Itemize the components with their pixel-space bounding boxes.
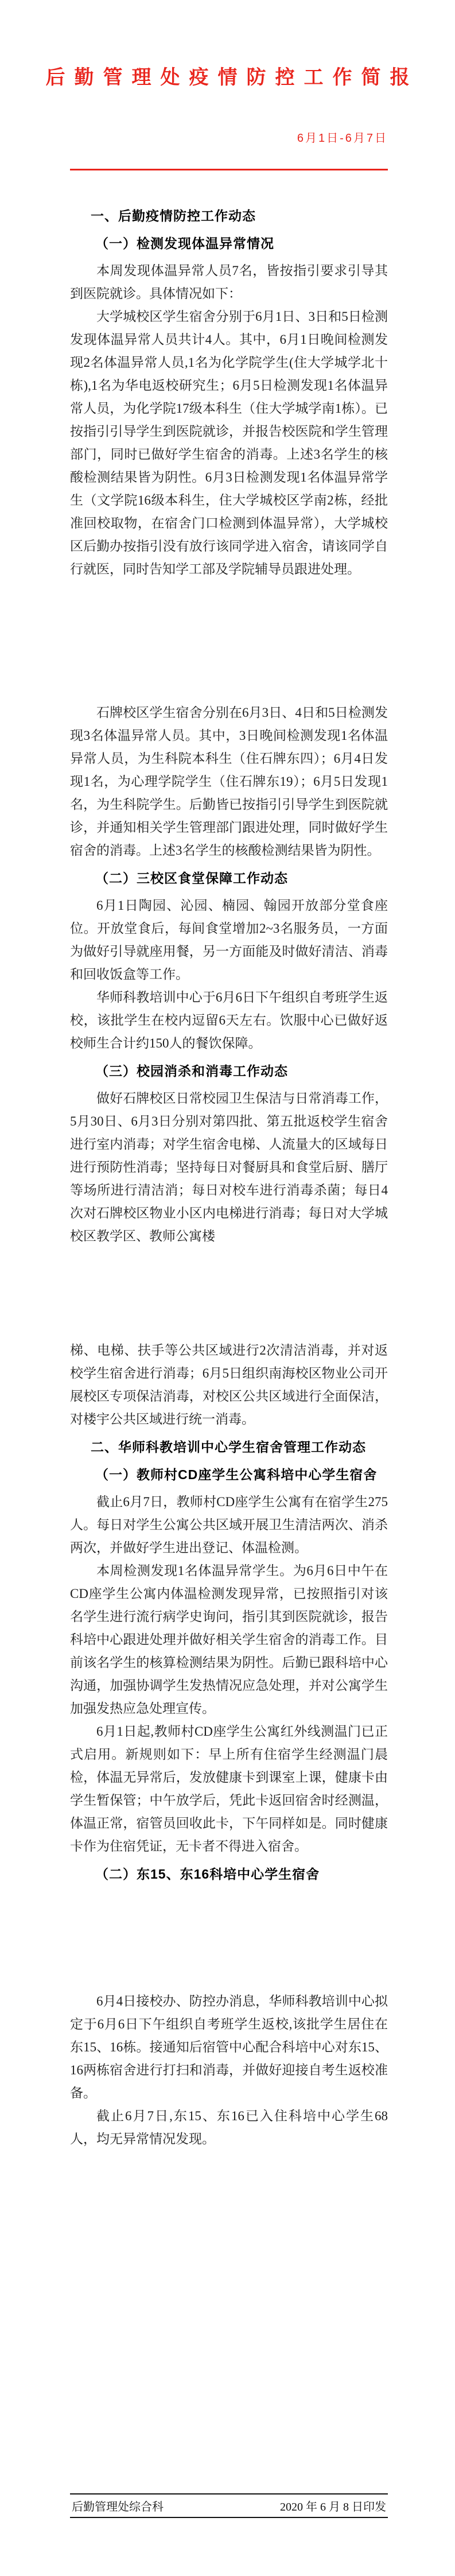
paragraph: 做好石牌校区日常校园卫生保洁与日常消毒工作，5月30日、6月3日分别对第四批、第五批返校学生宿舍进行室内消毒；对学生宿舍电梯、人流量大的区域每日进行预防性消毒；坚持每日对餐厨具和食堂后厨、膳厅等场所进行清洁消；每日对校车进行消毒杀菌；每日4次对石牌校区物业小区内电梯进行消毒；每日对大学城校区教学区、教师公寓楼: [70, 1091, 388, 1243]
paragraph: 本周检测发现1名体温异常学生。为6月6日中午在CD座学生公寓内体温检测发现异常，已按照指引对该名学生进行流行病学史询问，指引其到医院就诊，报告科培中心跟进处理并做好相关学生宿舍的消毒工作。目前该名学生的核算检测结果为阴性。后勤已跟科培中心沟通，加强协调学生发热情况应急处理，并对公寓学生加强发热应急处理宣传。: [70, 1564, 388, 1716]
section-heading: 二、华师科教培训中心学生宿舍管理工作动态: [91, 1440, 366, 1454]
subsection-heading: （二）三校区食堂保障工作动态: [95, 871, 288, 886]
paragraph: 6月4日接校办、防控办消息，华师科教培训中心拟定于6月6日下午组织自考班学生返校,该批学生居住在东15、16栋。接通知后宿管中心配合科培中心对东15、16两栋宿舍进行打扫和消毒，并做好迎接自考生返校准备。: [70, 1994, 388, 2100]
subsection-heading: （三）校园消杀和消毒工作动态: [95, 1064, 288, 1078]
footer: [70, 2493, 388, 2518]
section-heading: 一、后勤疫情防控工作动态: [91, 208, 256, 223]
page-4: [70, 1990, 388, 2151]
subsection-heading: （一）教师村CD座学生公寓科培中心学生宿舍: [95, 1467, 378, 1482]
paragraph: 6月1日起,教师村CD座学生公寓红外线测温门已正式启用。新规则如下：早上所有住宿学生经测温门晨检，体温无异常后，发放健康卡到课室上课，健康卡由学生暂保管；中午放学后，凭此卡返回宿舍时经测温，体温正常，宿管员回收此卡，下午同样如是。同时健康卡作为住宿凭证，无卡者不得进入宿舍。: [70, 1724, 388, 1853]
document-title: 后勤管理处疫情防控工作简报: [45, 67, 419, 88]
paragraph: 石牌校区学生宿舍分别在6月3日、4日和5日检测发现3名体温异常人员。其中，3日晚间检测发现1名体温异常人员，为生科院本科生（住石牌东四）；6月4日发现1名，为心理学院学生（住石牌东19）；6月5日发现1名，为生科院学生。后勤皆已按指引引导学生到医院就诊，并通知相关学生管理部门跟进处理，同时做好学生宿舍的消毒。上述3名学生的核酸检测结果皆为阴性。: [70, 705, 388, 858]
subsection-heading: （二）东15、东16科培中心学生宿舍: [95, 1867, 320, 1881]
paragraph-continuation: 梯、电梯、扶手等公共区域进行2次清洁消毒，并对返校学生宿舍进行消毒；6月5日组织南海校区物业公司开展校区专项保洁消毒，对校区公共区域进行全面保洁，对楼宇公共区域进行统一消毒。: [70, 1343, 388, 1426]
report-date-range: 6月1日-6月7日: [297, 132, 388, 145]
page-2: [70, 701, 388, 1248]
footer-issuer: 后勤管理处综合科: [72, 2501, 164, 2513]
title-divider-rule: [70, 169, 388, 170]
paragraph: 本周发现体温异常人员7名，皆按指引要求引导其到医院就诊。具体情况如下：: [70, 263, 388, 301]
paragraph: 截止6月7日,东15、东16已入住科培中心学生68人，均无异常情况发现。: [70, 2109, 388, 2146]
footer-print-date: 2020 年 6 月 8 日印发: [280, 2501, 386, 2513]
paragraph: 6月1日陶园、沁园、楠园、翰园开放部分堂食座位。开放堂食后，每间食堂增加2~3名服务员，一方面为做好引导就座用餐，另一方面能及时做好清洁、消毒和回收饭盒等工作。: [70, 898, 388, 981]
page-3: [70, 1339, 388, 1890]
paragraph: 截止6月7日，教师村CD座学生公寓有在宿学生275人。每日对学生公寓公共区域开展卫生清洁两次、消杀两次，并做好学生进出登记、体温检测。: [70, 1495, 388, 1555]
paragraph: 华师科教培训中心于6月6日下午组织自考班学生返校，该批学生在校内逗留6天左右。饮服中心已做好返校师生合计约150人的餐饮保障。: [70, 990, 388, 1050]
page-1: [70, 200, 388, 581]
subsection-heading: （一）检测发现体温异常情况: [95, 236, 274, 251]
paragraph: 大学城校区学生宿舍分别于6月1日、3日和5日检测发现体温异常人员共计4人。其中，6月1日晚间检测发现2名体温异常人员,1名为化学院学生(住大学城学北十栋),1名为华电返校研究生；6月5日检测发现1名体温异常人员，为化学院17级本科生（住大学城学南1栋）。已按指引引导学生到医院就诊，并报告校医院和学生管理部门，同时已做好学生宿舍的消毒。上述3名学生的核酸检测结果皆为阴性。6月3日检测发现1名体温异常学生（文学院16级本科生，住大学城校区学南2栋，经批准回校取物，在宿舍门口检测到体温异常），大学城校区后勤办按指引没有放行该同学进入宿舍，请该同学自行就医，同时告知学工部及学院辅导员跟进处理。: [70, 309, 388, 576]
